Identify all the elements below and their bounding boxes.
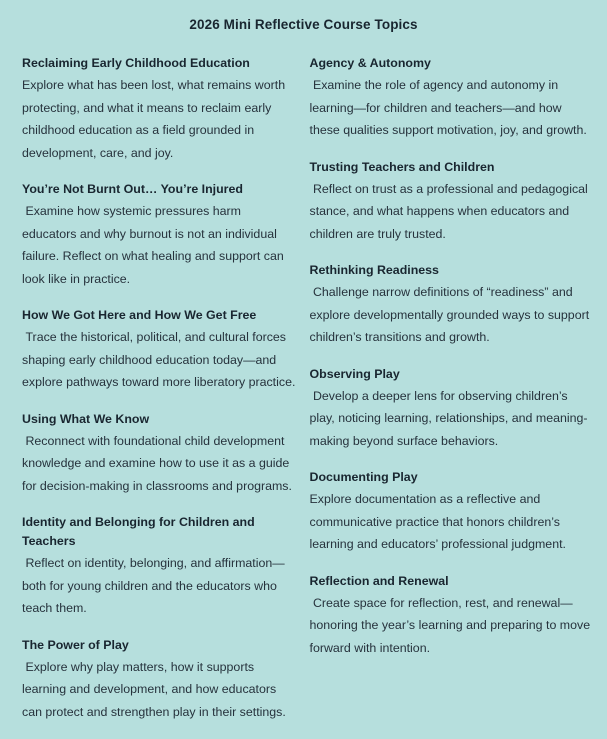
page-title: 2026 Mini Reflective Course Topics bbox=[189, 17, 418, 32]
topic-item bbox=[310, 261, 592, 349]
topic-description: Reflect on trust as a professional and pedagogical stance, and what happens when educators and children are truly trusted. bbox=[309, 181, 592, 241]
topic-title: Trusting Teachers and Children bbox=[309, 159, 495, 174]
topic-title: Using What We Know bbox=[22, 411, 150, 426]
topic-item bbox=[310, 54, 592, 142]
topic-description: Develop a deeper lens for observing children’s play, noticing learning, relationships, and meaning-making beyond surface behaviors. bbox=[309, 388, 588, 448]
topic-item bbox=[310, 365, 592, 453]
topic-title: Reclaiming Early Childhood Education bbox=[22, 56, 250, 70]
topic-item bbox=[22, 636, 298, 724]
topic-title: Reflection and Renewal bbox=[309, 573, 449, 588]
topic-item bbox=[22, 306, 298, 394]
topic-title: The Power of Play bbox=[22, 637, 129, 652]
topic-item bbox=[22, 180, 298, 290]
topic-title: You’re Not Burnt Out… You’re Injured bbox=[22, 182, 243, 196]
topic-description: Trace the historical, political, and cultural forces shaping early childhood education today—and explore pathways toward more liberatory practice. bbox=[22, 330, 296, 389]
topics-column-left bbox=[14, 54, 304, 739]
topic-item bbox=[310, 468, 592, 556]
topic-description: Challenge narrow definitions of “readiness” and explore developmentally grounded ways to support children’s transitions and growth. bbox=[309, 285, 593, 344]
topic-item bbox=[310, 158, 592, 246]
topic-description: Create space for reflection, rest, and renewal—honoring the year’s learning and preparing to move forward with intention. bbox=[309, 595, 594, 655]
topic-item bbox=[310, 572, 592, 660]
topic-description: Reflect on identity, belonging, and affirmation—both for young children and the educators who teach them. bbox=[22, 556, 285, 615]
topic-title: Rethinking Readiness bbox=[309, 263, 439, 277]
topic-description: Examine the role of agency and autonomy in learning—for children and teachers—and how these qualities support motivation, joy, and growth. bbox=[309, 78, 587, 137]
topic-title: How We Got Here and How We Get Free bbox=[22, 308, 257, 322]
topic-item bbox=[22, 513, 298, 620]
topic-item bbox=[22, 54, 298, 164]
topic-title: Observing Play bbox=[309, 366, 400, 381]
topics-column-right bbox=[304, 54, 594, 675]
topics-columns bbox=[14, 54, 593, 739]
topic-description: Explore what has been lost, what remains worth protecting, and what it means to reclaim early childhood education as a field grounded in development, care, and joy. bbox=[22, 78, 289, 160]
topic-description: Reconnect with foundational child development knowledge and examine how to use it as a guide for decision-making in classrooms and programs. bbox=[22, 433, 293, 493]
topic-title: Documenting Play bbox=[309, 470, 418, 484]
topic-description: Explore documentation as a reflective and communicative practice that honors children’s learning and educators’ professional judgment. bbox=[309, 492, 566, 551]
topic-description: Explore why play matters, how it supports learning and development, and how educators can protect and strengthen play in their settings. bbox=[22, 659, 286, 719]
topic-description: Examine how systemic pressures harm educators and why burnout is not an individual failure. Reflect on what healing and support can look like in practice. bbox=[22, 204, 288, 286]
topic-title: Identity and Belonging for Children and Teachers bbox=[22, 515, 255, 548]
topic-title: Agency & Autonomy bbox=[309, 56, 431, 70]
topic-item bbox=[22, 410, 298, 498]
